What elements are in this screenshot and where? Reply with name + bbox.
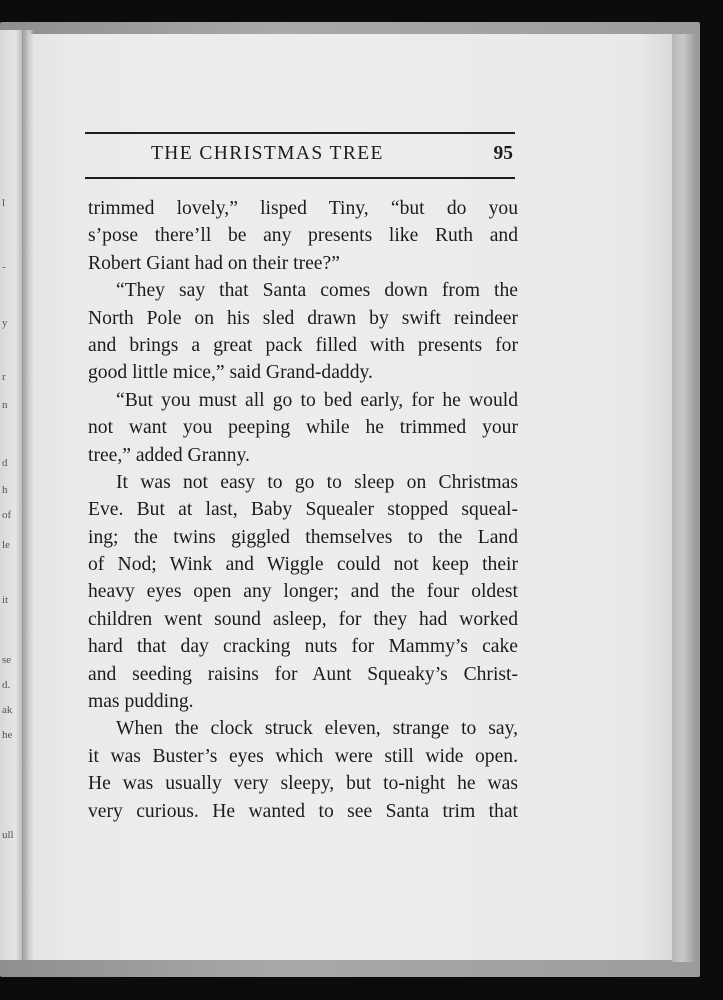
text-line: it was Buster’s eyes which were still wide open. <box>88 745 518 767</box>
facing-page-fragment: le <box>2 539 10 551</box>
facing-page-fragment: l <box>2 197 6 209</box>
text-line: hard that day cracking nuts for Mammy’s cake <box>88 636 518 658</box>
running-title: THE CHRISTMAS TREE <box>151 143 384 164</box>
facing-page-fragment: h <box>2 484 8 496</box>
text-line: and brings a great pack filled with presents for <box>88 334 518 356</box>
body-text <box>88 195 518 825</box>
text-line: children went sound asleep, for they had worked <box>88 608 518 630</box>
text-line: s’pose there’ll be any presents like Ruth and <box>88 225 518 247</box>
text-line: mas pudding. <box>88 691 194 713</box>
page-number: 95 <box>493 143 513 164</box>
running-head <box>85 143 515 171</box>
facing-page-fragment: n <box>2 399 8 411</box>
text-line: “But you must all go to bed early, for he would <box>116 389 518 411</box>
header-rule-bottom <box>85 177 515 179</box>
text-line: not want you peeping while he trimmed your <box>88 417 518 439</box>
text-line: “They say that Santa comes down from the <box>116 280 518 302</box>
facing-page-fragment: y <box>2 317 8 329</box>
facing-page-fragment: he <box>2 729 13 741</box>
facing-page-edge <box>0 30 22 960</box>
text-line: and seeding raisins for Aunt Squeaky’s Christ- <box>88 663 518 685</box>
facing-page-fragment: d <box>2 457 8 469</box>
facing-page-fragment: of <box>2 509 12 521</box>
facing-page-fragment: ak <box>2 704 13 716</box>
text-line: tree,” added Granny. <box>88 444 250 466</box>
text-line: very curious. He wanted to see Santa trim that <box>88 800 518 822</box>
text-line: heavy eyes open any longer; and the four oldest <box>88 581 518 603</box>
text-line: North Pole on his sled drawn by swift reindeer <box>88 307 518 329</box>
facing-page-fragment: d. <box>2 679 11 691</box>
text-line: ing; the twins giggled themselves to the Land <box>88 526 518 548</box>
text-line: good little mice,” said Grand-daddy. <box>88 362 373 384</box>
text-line: When the clock struck eleven, strange to say, <box>116 718 518 740</box>
text-line: trimmed lovely,” lisped Tiny, “but do you <box>88 198 518 219</box>
text-line: He was usually very sleepy, but to-night he was <box>88 773 518 795</box>
facing-page-fragment: se <box>2 654 12 666</box>
text-line: Robert Giant had on their tree?” <box>88 252 340 274</box>
text-line: Eve. But at last, Baby Squealer stopped squeal- <box>88 499 518 521</box>
facing-page-fragment: it <box>2 594 9 606</box>
page-edges-right <box>672 34 694 962</box>
facing-page-fragment: - <box>2 261 6 273</box>
header-rule-top <box>85 132 515 134</box>
text-line: It was not easy to go to sleep on Christmas <box>116 471 518 493</box>
gutter-shadow <box>22 30 34 960</box>
text-line: of Nod; Wink and Wiggle could not keep their <box>88 554 518 576</box>
facing-page-fragment: r <box>2 371 6 383</box>
facing-page-fragment: ull <box>2 829 14 841</box>
